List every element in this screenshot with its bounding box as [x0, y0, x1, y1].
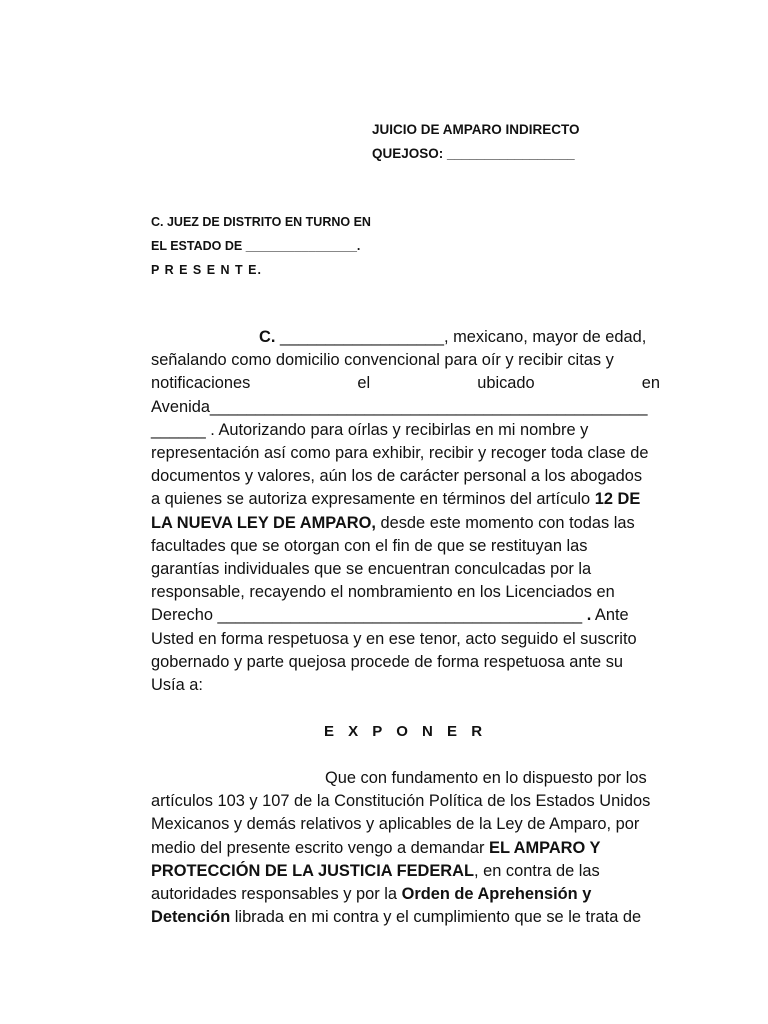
paragraph-line: artículos 103 y 107 de la Constitución Política de los Estados Unidos: [151, 792, 651, 811]
case-type-heading: JUICIO DE AMPARO INDIRECTO: [372, 122, 580, 137]
paragraph-line: LA NUEVA LEY DE AMPARO, desde este momento con todas las: [151, 513, 635, 532]
petition-paragraph: [151, 326, 660, 697]
paragraph-line: Avenida________________________________________________: [151, 397, 648, 416]
section-title-exponer: E X P O N E R: [323, 723, 488, 740]
paragraph-line: Que con fundamento en lo dispuesto por los: [325, 769, 647, 787]
paragraph-line: documentos y valores, aún los de carácter personal a los abogados: [151, 467, 643, 486]
addressee-presente: P R E S E N T E.: [151, 263, 262, 277]
paragraph-line: medio del presente escrito vengo a demandar EL AMPARO Y: [151, 838, 601, 857]
paragraph-line: representación así como para exhibir, recibir y recoger toda clase de: [151, 444, 649, 463]
paragraph-line: a quienes se autoriza expresamente en términos del artículo 12 DE: [151, 490, 641, 509]
quejoso-field: QUEJOSO: _________________: [372, 146, 575, 161]
paragraph-line: Derecho ________________________________________ . Ante: [151, 606, 629, 625]
paragraph-line: responsable, recayendo el nombramiento en los Licenciados en: [151, 583, 615, 602]
paragraph-line: gobernado y parte quejosa procede de forma respetuosa ante su: [151, 652, 624, 671]
paragraph-line: PROTECCIÓN DE LA JUSTICIA FEDERAL, en contra de las: [151, 861, 600, 880]
paragraph-line: garantías individuales que se encuentran conculcadas por la: [151, 560, 592, 579]
paragraph-line: Detención librada en mi contra y el cumplimiento que se le trata de: [151, 908, 642, 927]
paragraph-line: ______ . Autorizando para oírlas y recibirlas en mi nombre y: [151, 420, 589, 439]
paragraph-line: señalando como domicilio convencional para oír y recibir citas y: [151, 351, 614, 370]
paragraph-line: facultades que se otorgan con el fin de que se restituyan las: [151, 536, 588, 555]
paragraph-line: autoridades responsables y por la Orden de Aprehensión y: [151, 885, 592, 904]
addressee-line-2: EL ESTADO DE ________________.: [151, 239, 361, 253]
paragraph-line: Usía a:: [151, 676, 203, 695]
addressee-line-1: C. JUEZ DE DISTRITO EN TURNO EN: [151, 215, 371, 229]
exponer-paragraph: [151, 767, 660, 929]
paragraph-line-spread: notificaciones el ubicado en: [151, 374, 660, 393]
paragraph-line: Mexicanos y demás relativos y aplicables de la Ley de Amparo, por: [151, 815, 640, 834]
paragraph-line: C. __________________, mexicano, mayor de edad,: [259, 328, 647, 346]
paragraph-line: Usted en forma respetuosa y en ese tenor, acto seguido el suscrito: [151, 629, 637, 648]
